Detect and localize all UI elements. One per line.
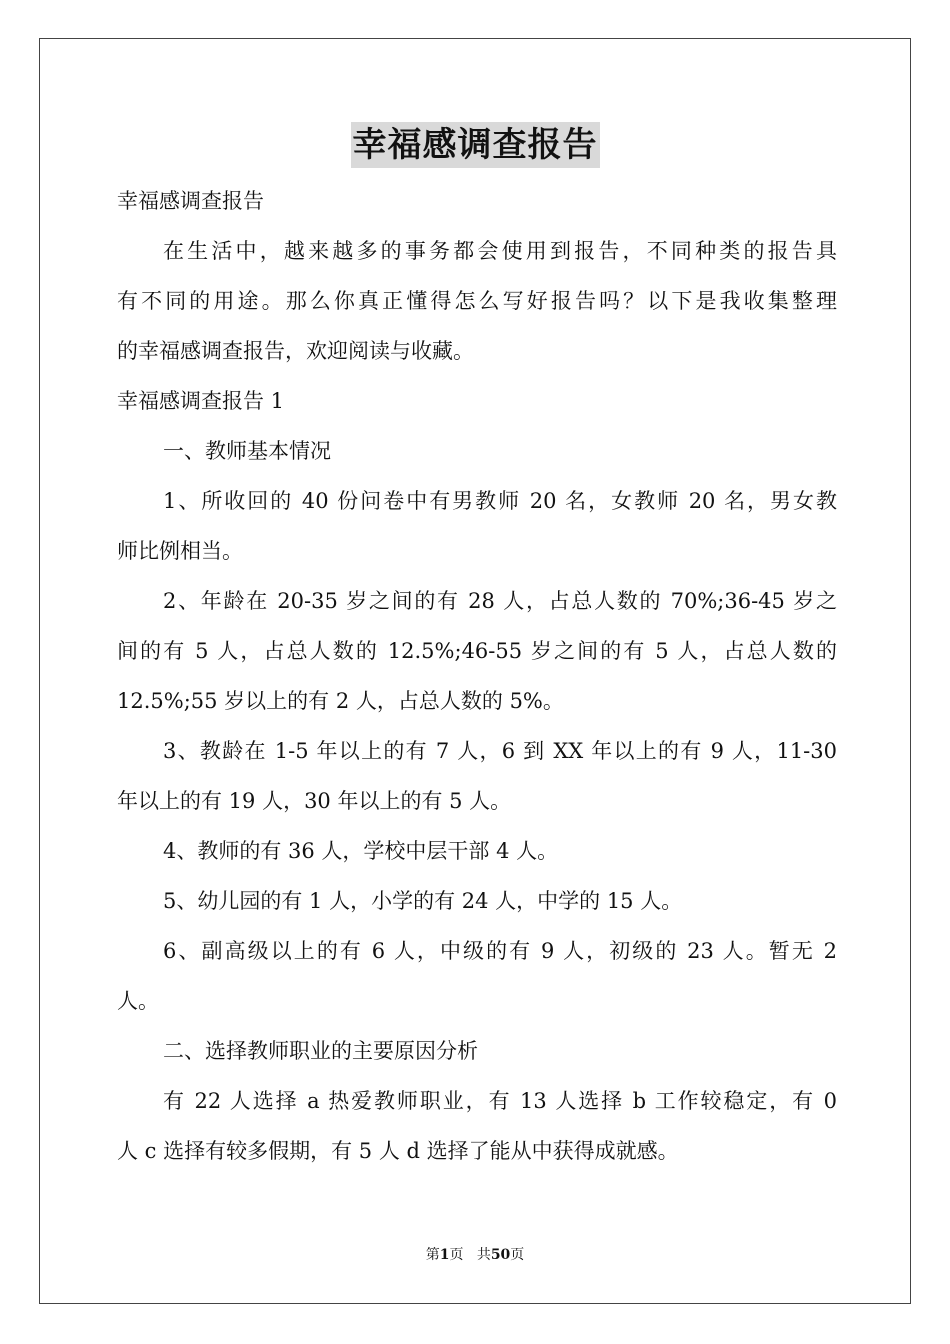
- document-body: [117, 176, 837, 1176]
- text-line: 有不同的用途。那么你真正懂得怎么写好报告吗？以下是我收集整理: [117, 289, 837, 313]
- page-total: 50: [490, 1247, 511, 1263]
- text-line: 一、教师基本情况: [163, 439, 331, 463]
- text-line: 有 22 人选择 a 热爱教师职业，有 13 人选择 b 工作较稳定，有 0: [163, 1089, 837, 1113]
- page-footer: [0, 1244, 950, 1264]
- text-line: 5、幼儿园的有 1 人，小学的有 24 人，中学的 15 人。: [163, 889, 683, 913]
- page-number-current: 1: [439, 1247, 450, 1263]
- text-line: 2、年龄在 20-35 岁之间的有 28 人，占总人数的 70%;36-45 岁之: [163, 589, 837, 613]
- text-line: 4、教师的有 36 人，学校中层干部 4 人。: [163, 839, 559, 863]
- text-line: 12.5%;55 岁以上的有 2 人，占总人数的 5%。: [117, 689, 564, 713]
- text-line: 6、副高级以上的有 6 人，中级的有 9 人，初级的 23 人。暂无 2: [163, 939, 837, 963]
- text-line: 间的有 5 人，占总人数的 12.5%;46-55 岁之间的有 5 人，占总人数的: [117, 639, 837, 663]
- text-line: 在生活中，越来越多的事务都会使用到报告，不同种类的报告具: [163, 239, 837, 263]
- text-line: 二、选择教师职业的主要原因分析: [163, 1039, 478, 1063]
- text-line: 年以上的有 19 人，30 年以上的有 5 人。: [117, 789, 512, 813]
- text-line: 3、教龄在 1-5 年以上的有 7 人，6 到 XX 年以上的有 9 人，11-30: [163, 739, 837, 763]
- text-line: 幸福感调查报告: [117, 189, 264, 213]
- text-line: 人。: [117, 989, 159, 1013]
- text-line: 幸福感调查报告 1: [117, 389, 285, 413]
- page-number-suffix: 页: [449, 1247, 464, 1263]
- text-line: 人 c 选择有较多假期，有 5 人 d 选择了能从中获得成就感。: [117, 1139, 679, 1163]
- page-number-prefix: 第: [425, 1247, 440, 1263]
- text-line: 师比例相当。: [117, 539, 243, 563]
- document-title: 幸福感调查报告: [351, 122, 600, 168]
- page-total-suffix: 页: [510, 1247, 525, 1263]
- text-line: 1、所收回的 40 份问卷中有男教师 20 名，女教师 20 名，男女教: [163, 489, 837, 513]
- title-wrap: [0, 122, 950, 168]
- text-line: 的幸福感调查报告，欢迎阅读与收藏。: [117, 339, 474, 363]
- page-total-prefix: 共: [476, 1247, 491, 1263]
